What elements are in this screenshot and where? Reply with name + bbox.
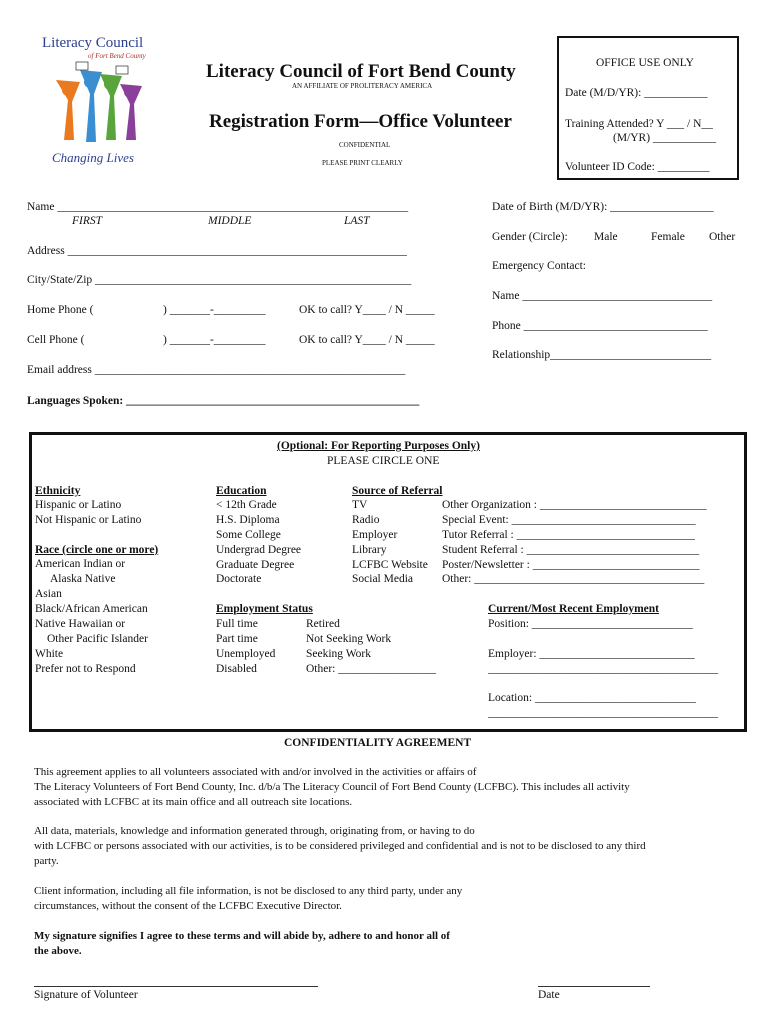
agreement-p1-line2: The Literacy Volunteers of Fort Bend County, Inc. d/b/a The Literacy Council of Fort Bend County (LCFBC). This includes all activity bbox=[34, 781, 630, 793]
referral-field[interactable]: Student Referral : ______________________________ bbox=[442, 544, 700, 556]
employer-field[interactable]: Employer: ___________________________ bbox=[488, 648, 695, 660]
gender-male-option[interactable]: Male bbox=[594, 231, 618, 243]
race-option[interactable]: Alaska Native bbox=[50, 573, 116, 585]
race-option[interactable]: Asian bbox=[35, 588, 62, 600]
gender-other-option[interactable]: Other bbox=[709, 231, 736, 243]
org-name: Literacy Council of Fort Bend County bbox=[206, 61, 516, 82]
print-clearly-label: PLEASE PRINT CLEARLY bbox=[322, 159, 403, 167]
city-state-zip-field[interactable]: City/State/Zip _______________________________________________________ bbox=[27, 274, 412, 286]
cell-ok-to-call[interactable]: OK to call? Y____ / N _____ bbox=[299, 334, 435, 346]
logo-title: Literacy Council bbox=[42, 35, 144, 51]
education-option[interactable]: Graduate Degree bbox=[216, 559, 295, 571]
affiliate-text: AN AFFILIATE OF PROLITERACY AMERICA bbox=[292, 82, 433, 90]
referral-field[interactable]: Tutor Referral : _______________________________ bbox=[442, 529, 695, 541]
employment-option[interactable]: Disabled bbox=[216, 663, 257, 675]
ec-phone-field[interactable]: Phone ________________________________ bbox=[492, 320, 708, 332]
agreement-p2-line1: All data, materials, knowledge and information generated through, originating from, or having to do bbox=[34, 825, 475, 837]
date-line[interactable] bbox=[538, 986, 650, 987]
education-option[interactable]: Doctorate bbox=[216, 573, 262, 585]
current-employment-heading: Current/Most Recent Employment bbox=[488, 603, 659, 615]
employment-option[interactable]: Not Seeking Work bbox=[306, 633, 392, 645]
languages-field[interactable]: Languages Spoken: ___________________________________________________ bbox=[27, 395, 420, 407]
office-date-field[interactable]: Date (M/D/YR): ___________ bbox=[565, 87, 708, 99]
race-option[interactable]: Black/African American bbox=[35, 603, 148, 615]
employer-field-line2[interactable]: ________________________________________ bbox=[488, 663, 718, 675]
race-option[interactable]: White bbox=[35, 648, 64, 660]
referral-option[interactable]: Library bbox=[352, 544, 387, 556]
ethnicity-option[interactable]: Not Hispanic or Latino bbox=[35, 514, 142, 526]
cell-phone-label: Cell Phone ( bbox=[27, 334, 85, 346]
office-training-date-field[interactable]: (M/YR) ___________ bbox=[613, 132, 717, 144]
signature-label: Signature of Volunteer bbox=[34, 989, 138, 1001]
email-field[interactable]: Email address ______________________________________________________ bbox=[27, 364, 406, 376]
emergency-contact-label: Emergency Contact: bbox=[492, 260, 586, 272]
ec-relationship-field[interactable]: Relationship____________________________ bbox=[492, 349, 712, 361]
name-field[interactable]: Name _____________________________________________________________ bbox=[27, 201, 409, 213]
home-phone-field[interactable]: ) _______-_________ bbox=[163, 304, 266, 316]
optional-title: (Optional: For Reporting Purposes Only) bbox=[277, 440, 480, 452]
logo-figures-icon bbox=[46, 60, 146, 150]
employment-option[interactable]: Seeking Work bbox=[306, 648, 371, 660]
name-last-label: LAST bbox=[344, 215, 370, 227]
referral-field[interactable]: Special Event: ________________________________ bbox=[442, 514, 696, 526]
date-label: Date bbox=[538, 989, 560, 1001]
employment-option[interactable]: Retired bbox=[306, 618, 340, 630]
referral-field[interactable]: Other Organization : _____________________________ bbox=[442, 499, 707, 511]
referral-option[interactable]: Employer bbox=[352, 529, 398, 541]
referral-option[interactable]: Social Media bbox=[352, 573, 413, 585]
gender-female-option[interactable]: Female bbox=[651, 231, 685, 243]
ethnicity-heading: Ethnicity bbox=[35, 485, 81, 497]
education-option[interactable]: Some College bbox=[216, 529, 281, 541]
agreement-p3-line1: Client information, including all file information, is not be disclosed to any third party, under any bbox=[34, 885, 463, 897]
agreement-p4-line1: My signature signifies I agree to these terms and will abide by, adhere to and honor all of bbox=[34, 930, 450, 942]
optional-subtitle: PLEASE CIRCLE ONE bbox=[327, 455, 440, 467]
form-title: Registration Form—Office Volunteer bbox=[209, 111, 512, 132]
name-first-label: FIRST bbox=[72, 215, 103, 227]
referral-heading: Source of Referral bbox=[352, 485, 443, 497]
office-use-box bbox=[557, 36, 739, 180]
home-phone-label: Home Phone ( bbox=[27, 304, 94, 316]
dob-field[interactable]: Date of Birth (M/D/YR): __________________ bbox=[492, 201, 714, 213]
race-option[interactable]: Native Hawaiian or bbox=[35, 618, 126, 630]
referral-option[interactable]: LCFBC Website bbox=[352, 559, 428, 571]
cell-phone-field[interactable]: ) _______-_________ bbox=[163, 334, 266, 346]
education-heading: Education bbox=[216, 485, 267, 497]
agreement-p4-line2: the above. bbox=[34, 945, 82, 957]
agreement-p1-line1: This agreement applies to all volunteers associated with and/or involved in the activities or affairs of bbox=[34, 766, 477, 778]
logo-subtitle: of Fort Bend County bbox=[88, 52, 146, 60]
employment-heading: Employment Status bbox=[216, 603, 313, 615]
location-field[interactable]: Location: ____________________________ bbox=[488, 692, 696, 704]
race-option[interactable]: Other Pacific Islander bbox=[47, 633, 148, 645]
signature-line[interactable] bbox=[34, 986, 318, 987]
position-field[interactable]: Position: ____________________________ bbox=[488, 618, 693, 630]
home-ok-to-call[interactable]: OK to call? Y____ / N _____ bbox=[299, 304, 435, 316]
office-use-title: OFFICE USE ONLY bbox=[596, 57, 694, 69]
race-option[interactable]: Prefer not to Respond bbox=[35, 663, 136, 675]
referral-option[interactable]: Radio bbox=[352, 514, 380, 526]
race-heading: Race (circle one or more) bbox=[35, 544, 159, 556]
agreement-title: CONFIDENTIALITY AGREEMENT bbox=[284, 737, 472, 749]
office-training-field[interactable]: Training Attended? Y ___ / N__ bbox=[565, 118, 713, 130]
race-option[interactable]: American Indian or bbox=[35, 558, 126, 570]
employment-option[interactable]: Full time bbox=[216, 618, 258, 630]
logo bbox=[34, 36, 164, 168]
gender-label: Gender (Circle): bbox=[492, 231, 568, 243]
agreement-p3-line2: circumstances, without the consent of the LCFBC Executive Director. bbox=[34, 900, 342, 912]
name-middle-label: MIDDLE bbox=[208, 215, 252, 227]
employment-other-field[interactable]: Other: _________________ bbox=[306, 663, 437, 675]
agreement-p1-line3: associated with LCFBC at its main office and all outreach site locations. bbox=[34, 796, 353, 808]
location-field-line2[interactable]: ________________________________________ bbox=[488, 707, 718, 719]
confidential-label: CONFIDENTIAL bbox=[339, 141, 391, 149]
ec-name-field[interactable]: Name _________________________________ bbox=[492, 290, 713, 302]
logo-tagline: Changing Lives bbox=[52, 150, 134, 165]
employment-option[interactable]: Part time bbox=[216, 633, 258, 645]
education-option[interactable]: H.S. Diploma bbox=[216, 514, 280, 526]
referral-field[interactable]: Other: ________________________________________ bbox=[442, 573, 705, 585]
employment-option[interactable]: Unemployed bbox=[216, 648, 276, 660]
referral-option[interactable]: TV bbox=[352, 499, 368, 511]
education-option[interactable]: < 12th Grade bbox=[216, 499, 277, 511]
agreement-p2-line2: with LCFBC or persons associated with our activities, is to be considered privileged and confidential and is not to be disclosed to any third bbox=[34, 840, 646, 852]
education-option[interactable]: Undergrad Degree bbox=[216, 544, 302, 556]
agreement-p2-line3: party. bbox=[34, 855, 59, 867]
ethnicity-option[interactable]: Hispanic or Latino bbox=[35, 499, 122, 511]
address-field[interactable]: Address ___________________________________________________________ bbox=[27, 245, 407, 257]
volunteer-id-field[interactable]: Volunteer ID Code: _________ bbox=[565, 161, 710, 173]
referral-field[interactable]: Poster/Newsletter : _____________________________ bbox=[442, 559, 700, 571]
